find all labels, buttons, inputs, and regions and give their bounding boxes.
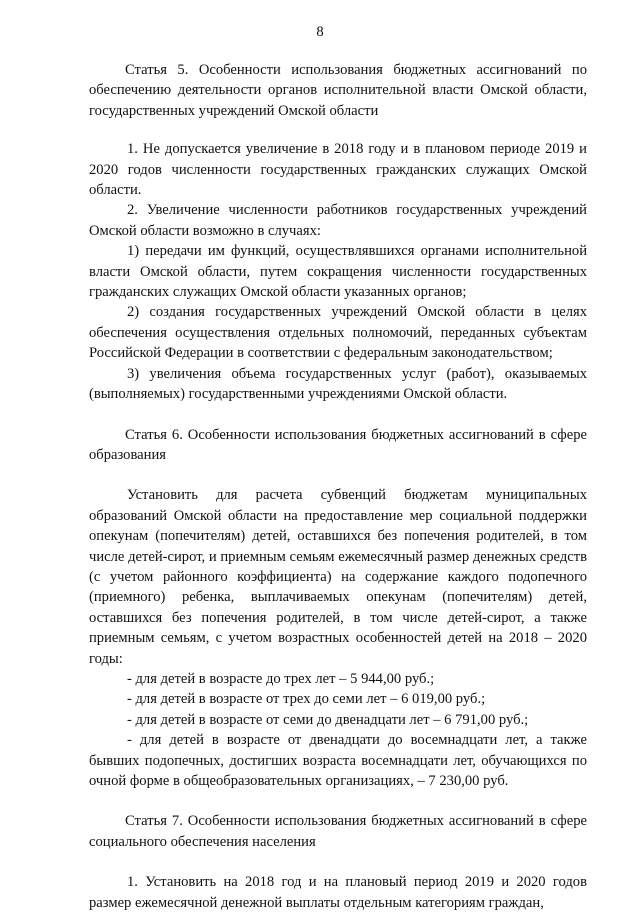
article-6-list-item: - для детей в возрасте от трех до семи лет – 6 019,00 руб.;: [127, 691, 486, 708]
article-5-heading: Статья 5. Особенности использования бюджетных ассигнований по обеспечению деятельности органов исполнительной власти Омской области, государственных учреждений Омской области: [89, 62, 587, 119]
article-6-intro: Установить для расчета субвенций бюджетам муниципальных образований Омской области на предоставление мер социальной поддержки опекунам (попечителям) детей, оставшихся без попечения родителей, в том числе детей-сирот, и приемным семьям ежемесячный размер денежных средств (с учетом районного коэффициента) на содержание каждого подопечного (приемного) ребенка, выплачиваемых опекунам (попечителям) детей, оставшихся без попечения родителей, в том числе детей-сирот, а также приемным семьям, с учетом возрастных особенностей детей на 2018 – 2020 годы:: [89, 487, 587, 667]
article-7-paragraph-1: 1. Установить на 2018 год и на плановый период 2019 и 2020 годов размер ежемесячной денежной выплаты отдельным категориям граждан,: [89, 874, 587, 911]
article-7-heading: Статья 7. Особенности использования бюджетных ассигнований в сфере социального обеспечения населения: [89, 813, 587, 850]
article-5-item-1: 1) передачи им функций, осуществлявшихся органами исполнительной власти Омской области, путем сокращения численности государственных гражданских служащих Омской области указанных органов;: [89, 243, 587, 301]
page-number: 8: [316, 24, 324, 40]
article-6-heading: Статья 6. Особенности использования бюджетных ассигнований в сфере образования: [89, 426, 587, 463]
article-5-item-2: 2) создания государственных учреждений Омской области в целях обеспечения осуществления отдельных полномочий, переданных субъектам Российской Федерации в соответствии с федеральным законодательством;: [89, 304, 587, 362]
article-6-list-item: - для детей в возрасте до трех лет – 5 944,00 руб.;: [127, 670, 435, 687]
article-5-item-3: 3) увеличения объема государственных услуг (работ), оказываемых (выполняемых) государственными учреждениями Омской области.: [89, 365, 587, 403]
article-6-list-item: - для детей в возрасте от двенадцати до восемнадцати лет, а также бывших подопечных, достигших возраста восемнадцати лет, обучающихся по очной форме в общеобразовательных организациях, – 7 230,00 руб.: [89, 732, 587, 789]
article-6-list-item: - для детей в возрасте от семи до двенадцати лет – 6 791,00 руб.;: [127, 711, 529, 728]
article-5-paragraph-2: 2. Увеличение численности работников государственных учреждений Омской области возможно в случаях:: [89, 202, 587, 239]
article-5-paragraph-1: 1. Не допускается увеличение в 2018 году и в плановом периоде 2019 и 2020 годов численности государственных гражданских служащих Омской области.: [89, 141, 587, 199]
page-body: [89, 60, 587, 913]
